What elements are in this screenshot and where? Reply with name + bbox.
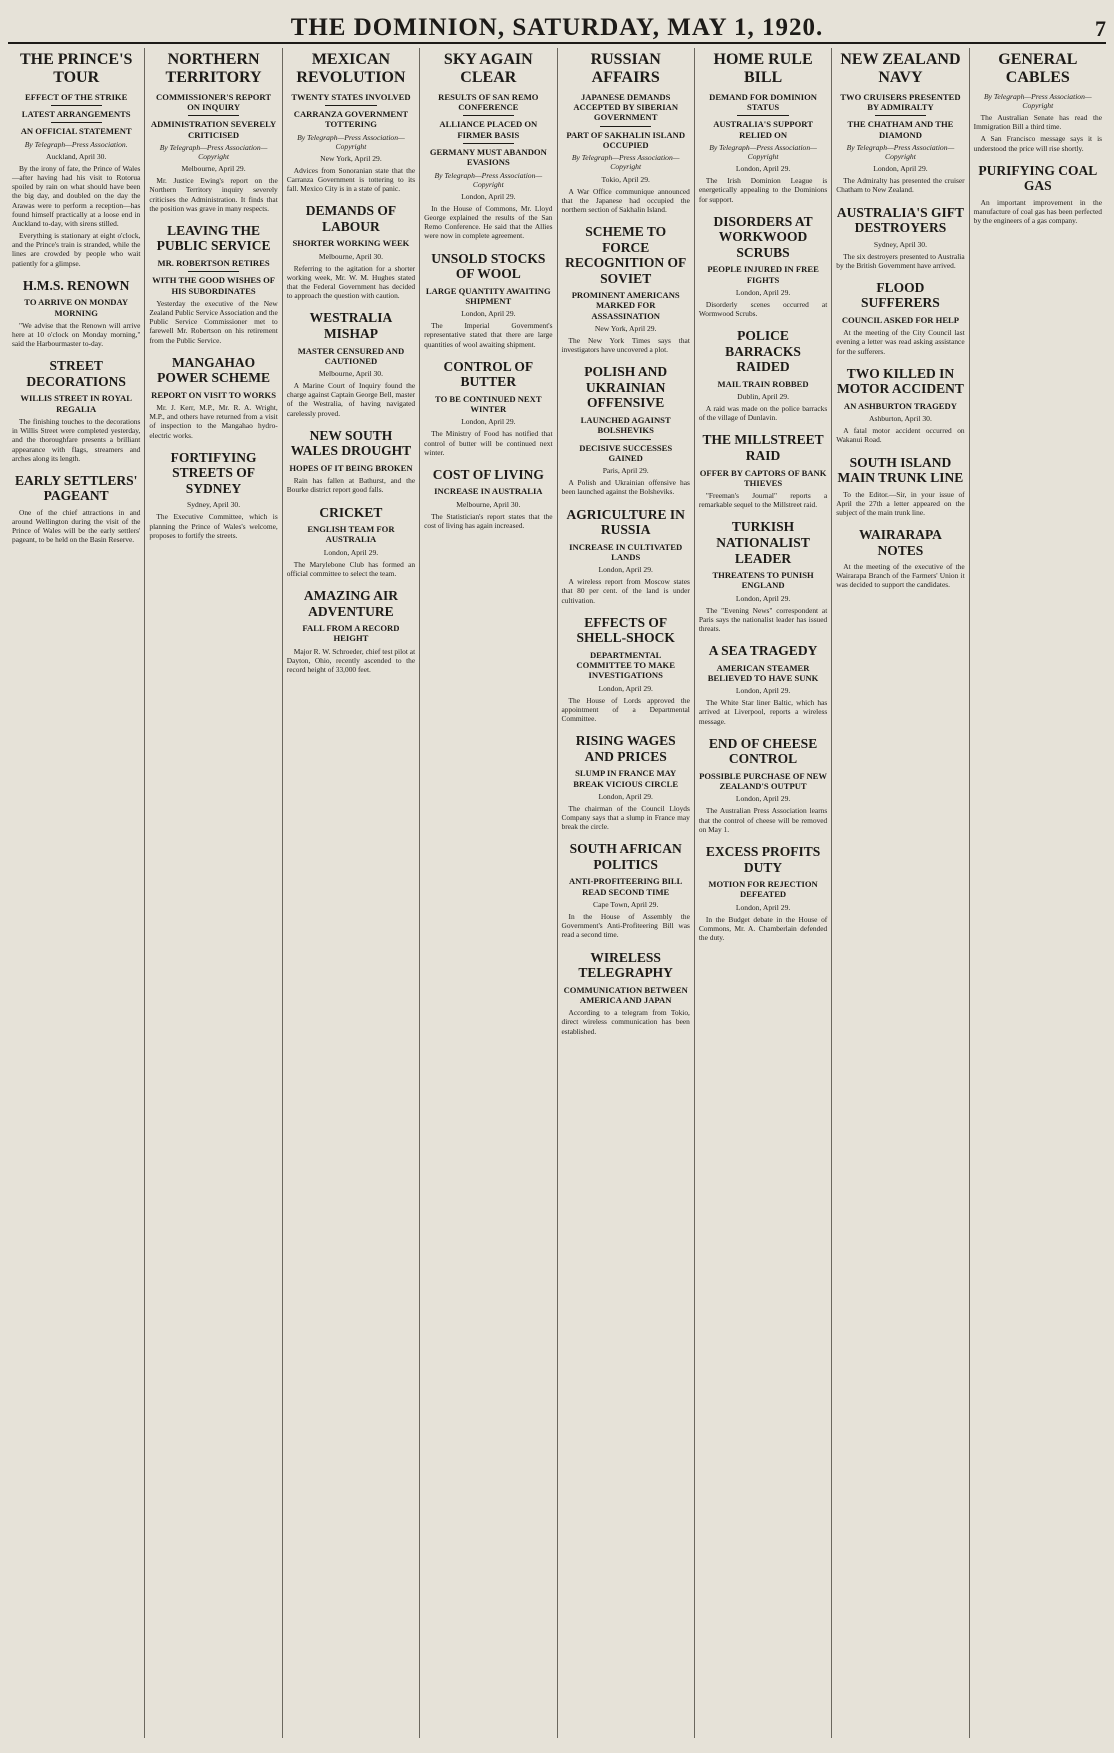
article-paragraph: An important improvement in the manufacture of coal gas has been perfected by the engineers of a gas company.	[973, 197, 1102, 226]
subheadline: THE CHATHAM AND THE DIAMOND	[847, 119, 954, 140]
article	[699, 432, 827, 509]
subheadline: TO BE CONTINUED NEXT WINTER	[435, 393, 542, 415]
article-paragraph: A War Office communique announced that the Japanese had occupied the northern section of Sakhalin Island.	[561, 186, 690, 214]
article-paragraph: Rain has fallen at Bathurst, and the Bourke district report good falls.	[286, 476, 416, 495]
article-paragraph: A Polish and Ukrainian offensive has been launched against the Bolsheviks.	[561, 478, 690, 497]
subheadline: WILLIS STREET IN ROYAL REGALIA	[20, 393, 132, 414]
headline: AMAZING AIR ADVENTURE	[303, 588, 398, 619]
column-1	[8, 48, 145, 1738]
article	[424, 51, 552, 241]
subheadline: SHORTER WORKING WEEK	[292, 238, 410, 249]
article	[562, 51, 690, 214]
article-paragraph: The White Star liner Baltic, which has arrived at Liverpool, reports a wireless message.	[698, 698, 828, 726]
headline: CONTROL OF BUTTER	[443, 358, 534, 390]
article	[149, 223, 277, 345]
headline: WIRELESS TELEGRAPHY	[578, 949, 673, 981]
article-paragraph: Yesterday the executive of the New Zealand Public Service Association and the Public Service Commissioner met to farewell Mr. Robertson on his retirement from the Public Service.	[149, 298, 278, 345]
columns-container	[8, 48, 1106, 1738]
divider	[737, 115, 788, 116]
headline: NEW ZEALAND NAVY	[840, 51, 961, 87]
headline: AUSTRALIA'S GIFT DESTROYERS	[836, 204, 965, 236]
article-paragraph: By the irony of fate, the Prince of Wales—after having had his visit to Rotorua spoiled by rain on what should have been the big day, and doubled on the day the Arawas were to perform a reception—has found himself practically at a loose end in Auckland to-day, with sirens stilled.	[12, 163, 141, 228]
subheadline: COMMUNICATION BETWEEN AMERICA AND JAPAN	[563, 984, 688, 1005]
article	[562, 364, 690, 496]
subheadline: AN OFFICIAL STATEMENT	[20, 126, 132, 137]
subheadline: ANTI-PROFITEERING BILL READ SECOND TIME	[568, 876, 683, 897]
article-paragraph: The finishing touches to the decorations in Willis Street were completed yesterday, and the thoroughfare presents a brilliant appearance with flags, streamers and arches along its length.	[12, 417, 141, 463]
masthead-title: THE DOMINION, SATURDAY, MAY 1, 1920.	[290, 14, 824, 41]
subheadline: CARRANZA GOVERNMENT TOTTERING	[293, 109, 409, 130]
subheadline: MOTION FOR REJECTION DEFEATED	[708, 879, 818, 900]
subheadline: EFFECT OF THE STRIKE	[25, 91, 128, 102]
headline: POLISH AND UKRAINIAN OFFENSIVE	[584, 364, 668, 411]
article	[836, 205, 964, 270]
article	[12, 51, 140, 268]
article	[562, 950, 690, 1036]
byline: By Telegraph—Press Association—Copyright	[709, 143, 817, 162]
headline: TWO KILLED IN MOTOR ACCIDENT	[836, 365, 964, 397]
article-paragraph: The Irish Dominion League is energetically appealing to the Dominions for support.	[698, 176, 828, 204]
article-paragraph: The New York Times says that investigators have uncovered a plot.	[561, 336, 690, 355]
subheadline: SLUMP IN FRANCE MAY BREAK VICIOUS CIRCLE	[573, 768, 679, 789]
dateline: Sydney, April 30.	[873, 239, 927, 249]
article	[699, 736, 827, 834]
article-paragraph: A raid was made on the police barracks of the village of Dunlavin.	[698, 404, 828, 423]
subheadline: ENGLISH TEAM FOR AUSTRALIA	[307, 524, 395, 545]
subheadline: DEPARTMENTAL COMMITTEE TO MAKE INVESTIGATIONS	[576, 649, 675, 681]
subheadline: MASTER CENSURED AND CAUTIONED	[297, 345, 405, 366]
article	[149, 51, 277, 213]
article-paragraph: The six destroyers presented to Australia by the British Government have arrived.	[836, 251, 965, 270]
article	[149, 450, 277, 540]
article	[287, 203, 415, 300]
dateline: London, April 29.	[323, 547, 379, 557]
article-paragraph: "We advise that the Renown will arrive here at 10 o'clock on Monday morning," said the Harbourmaster to-day.	[12, 320, 141, 349]
subheadline: COMMISSIONER'S REPORT ON INQUIRY	[156, 91, 272, 113]
article-paragraph: Mr. J. Kerr, M.P., Mr. R. A. Wright, M.P., and others have returned from a visit of inspection to the Mangahao hydro-electric works.	[149, 403, 278, 440]
subheadline: THREATENS TO PUNISH ENGLAND	[712, 570, 814, 591]
divider	[51, 122, 102, 123]
article	[699, 328, 827, 422]
dateline: London, April 29.	[873, 164, 928, 174]
headline: SOUTH ISLAND MAIN TRUNK LINE	[837, 454, 964, 486]
article-paragraph: Disorderly scenes occurred at Wormwood Scrubs.	[698, 299, 828, 319]
article	[562, 733, 690, 831]
article	[424, 359, 552, 457]
headline: HOME RULE BILL	[713, 51, 813, 87]
dateline: Sydney, April 30.	[187, 500, 241, 510]
byline: By Telegraph—Press Association.	[24, 139, 128, 149]
headline: WAIRARAPA NOTES	[858, 527, 942, 558]
article-paragraph: Advices from Sonoranian state that the Carranza Government is tottering to its fall. Mexico City is in a state of panic.	[286, 165, 416, 194]
headline: GENERAL CABLES	[998, 51, 1078, 87]
divider	[188, 115, 239, 116]
page-number: 7	[1095, 16, 1106, 41]
article-paragraph: The Statistician's report states that the cost of living has again increased.	[424, 511, 553, 530]
dateline: New York, April 29.	[594, 324, 657, 334]
dateline: London, April 29.	[735, 287, 791, 297]
subheadline: ALLIANCE PLACED ON FIRMER BASIS	[439, 119, 538, 140]
dateline: Melbourne, April 30.	[318, 369, 383, 379]
article-paragraph: The "Evening News" correspondent at Paris says the nationalist leader has issued threats.	[698, 605, 828, 633]
dateline: London, April 29.	[735, 686, 791, 696]
subheadline: AMERICAN STEAMER BELIEVED TO HAVE SUNK	[707, 662, 819, 683]
dateline: London, April 29.	[461, 309, 516, 319]
headline: END OF CHEESE CONTROL	[708, 735, 818, 767]
subheadline: WITH THE GOOD WISHES OF HIS SUBORDINATES	[152, 275, 276, 296]
headline: A SEA TRAGEDY	[708, 643, 818, 659]
subheadline: TO ARRIVE ON MONDAY MORNING	[24, 297, 129, 318]
article-paragraph: The Australian Senate has read the Immigration Bill a third time.	[973, 113, 1102, 132]
subheadline: DEMAND FOR DOMINION STATUS	[709, 91, 818, 113]
headline: MEXICAN REVOLUTION	[296, 51, 406, 87]
subheadline: LATEST ARRANGEMENTS	[21, 109, 131, 120]
article	[699, 844, 827, 942]
subheadline: RESULTS OF SAN REMO CONFERENCE	[438, 91, 539, 113]
divider	[463, 115, 514, 116]
article	[149, 355, 277, 440]
dateline: Melbourne, April 30.	[318, 251, 383, 261]
subheadline: COUNCIL ASKED FOR HELP	[841, 315, 960, 325]
headline: FORTIFYING STREETS OF SYDNEY	[170, 449, 257, 496]
subheadline: LAUNCHED AGAINST BOLSHEVIKS	[580, 414, 671, 436]
headline: SOUTH AFRICAN POLITICS	[569, 841, 682, 872]
article	[562, 615, 690, 723]
article-paragraph: One of the chief attractions in and around Wellington during the visit of the Prince of Wales will be the early settlers' pageant, to be held on the Basin Reserve.	[12, 507, 141, 545]
subheadline: AN ASHBURTON TRAGEDY	[843, 400, 957, 411]
dateline: London, April 29.	[598, 565, 653, 575]
article-paragraph: The Admiralty has presented the cruiser Chatham to New Zealand.	[836, 176, 965, 195]
subheadline: OFFER BY CAPTORS OF BANK THIEVES	[699, 467, 827, 488]
divider	[875, 115, 926, 116]
dateline: Melbourne, April 30.	[456, 499, 521, 509]
byline: By Telegraph—Press Association—Copyright	[434, 170, 543, 189]
headline: STREET DECORATIONS	[26, 358, 126, 389]
dateline: Paris, April 29.	[602, 466, 649, 476]
dateline: London, April 29.	[461, 191, 516, 201]
article	[424, 251, 552, 349]
article	[287, 310, 415, 417]
dateline: London, April 29.	[735, 794, 791, 804]
subheadline: HOPES OF IT BEING BROKEN	[289, 462, 413, 473]
divider	[325, 105, 376, 106]
dateline: Ashburton, April 30.	[869, 414, 932, 424]
headline: COST OF LIVING	[432, 466, 544, 482]
headline: DEMANDS OF LABOUR	[305, 203, 397, 234]
headline: LEAVING THE PUBLIC SERVICE	[156, 222, 271, 254]
article	[699, 643, 827, 726]
subheadline: MAIL TRAIN ROBBED	[717, 378, 809, 389]
article-paragraph: A Marine Court of Inquiry found the charge against Captain George Bell, master of the Westralia, of having navigated carelessly proved.	[286, 381, 416, 418]
dateline: Auckland, April 30.	[46, 151, 107, 161]
article-paragraph: Everything is stationary at eight o'clock, and the Prince's train is stranded, while the lines are crowded by people who wait patiently for a glimpse.	[12, 231, 141, 268]
article-paragraph: In the House of Assembly the Government's Anti-Profiteering Bill was read a second time.	[561, 912, 690, 940]
article-paragraph: The Imperial Government's representative stated that there are large quantities of wool awaiting shipment.	[424, 321, 553, 349]
article	[836, 527, 964, 590]
divider	[188, 271, 239, 272]
article-paragraph: A San Francisco message says it is understood the price will rise shortly.	[973, 134, 1102, 153]
headline: PURIFYING COAL GAS	[978, 162, 1098, 194]
headline: SCHEME TO FORCE RECOGNITION OF SOVIET	[565, 224, 687, 286]
dateline: Dublin, April 29.	[737, 392, 790, 402]
headline: MANGAHAO POWER SCHEME	[157, 354, 270, 386]
article	[12, 473, 140, 545]
subheadline: DECISIVE SUCCESSES GAINED	[579, 442, 673, 463]
dateline: London, April 29.	[735, 593, 791, 603]
byline: By Telegraph—Press Association—Copyright	[571, 153, 680, 172]
subheadline: REPORT ON VISIT TO WORKS	[151, 389, 276, 400]
article-paragraph: The House of Lords approved the appointment of a Departmental Committee.	[561, 695, 690, 724]
article	[12, 358, 140, 463]
dateline: Cape Town, April 29.	[593, 900, 659, 910]
article	[974, 51, 1102, 153]
article	[836, 455, 964, 518]
article-paragraph: The Australian Press Association learns that the control of cheese will be removed on May 1.	[698, 806, 828, 834]
article-paragraph: According to a telegram from Tokio, direct wireless communication has been established.	[561, 1008, 690, 1036]
article	[12, 278, 140, 349]
dateline: London, April 29.	[598, 683, 653, 693]
byline: By Telegraph—Press Association—Copyright	[846, 143, 955, 162]
subheadline: JAPANESE DEMANDS ACCEPTED BY SIBERIAN GOVERNMENT	[573, 91, 679, 123]
subheadline: TWENTY STATES INVOLVED	[291, 91, 411, 102]
column-6	[695, 48, 832, 1738]
headline: EFFECTS OF SHELL-SHOCK	[576, 614, 675, 646]
dateline: London, April 29.	[461, 417, 516, 427]
article-paragraph: Referring to the agitation for a shorter working week, Mr. W. M. Hughes stated that the Federal Government has decided to approach the question with caution.	[286, 263, 416, 301]
subheadline: PART OF SAKHALIN ISLAND OCCUPIED	[566, 129, 686, 151]
dateline: London, April 29.	[598, 791, 653, 801]
article	[836, 51, 964, 195]
headline: EXCESS PROFITS DUTY	[705, 844, 821, 875]
headline: FLOOD SUFFERERS	[861, 279, 940, 311]
subheadline: FALL FROM A RECORD HEIGHT	[302, 623, 400, 644]
article-paragraph: At the meeting of the executive of the Wairarapa Branch of the Farmers' Union it was decided to support the candidates.	[836, 562, 965, 590]
article	[562, 841, 690, 939]
dateline: London, April 29.	[735, 902, 791, 912]
article	[699, 51, 827, 204]
subheadline: PROMINENT AMERICANS MARKED FOR ASSASSINATION	[571, 290, 680, 321]
divider	[600, 126, 651, 127]
article-paragraph: A wireless report from Moscow states that 80 per cent. of the land is under cultivation.	[561, 577, 690, 605]
subheadline: TWO CRUISERS PRESENTED BY ADMIRALTY	[840, 91, 961, 113]
article-paragraph: Mr. Justice Ewing's report on the Northern Territory inquiry severely criticises the Administration. It finds that the position was grave in many respects.	[149, 176, 278, 213]
column-4	[420, 48, 557, 1738]
headline: SKY AGAIN CLEAR	[443, 51, 533, 87]
headline: THE MILLSTREET RAID	[702, 432, 824, 463]
article-paragraph: At the meeting of the City Council last evening a letter was read asking assistance for the sufferers.	[836, 328, 965, 356]
headline: DISORDERS AT WORKWOOD SCRUBS	[713, 213, 813, 260]
headline: AGRICULTURE IN RUSSIA	[566, 506, 685, 538]
headline: NEW SOUTH WALES DROUGHT	[290, 427, 412, 459]
column-5	[558, 48, 695, 1738]
article-paragraph: A fatal motor accident occurred on Wakanui Road.	[836, 426, 965, 445]
article	[287, 51, 415, 193]
headline: UNSOLD STOCKS OF WOOL	[431, 250, 546, 282]
article-paragraph: The Ministry of Food has notified that control of butter will be continued next winter.	[424, 429, 553, 457]
article	[974, 163, 1102, 226]
subheadline: MR. ROBERTSON RETIRES	[157, 257, 270, 268]
article-paragraph: Major R. W. Schroeder, chief test pilot at Dayton, Ohio, recently ascended to the record height of 33,000 feet.	[286, 646, 416, 674]
article	[424, 467, 552, 530]
article	[562, 224, 690, 354]
headline: NORTHERN TERRITORY	[165, 51, 262, 87]
divider	[600, 439, 651, 440]
article	[699, 519, 827, 633]
article	[287, 505, 415, 578]
subheadline: INCREASE IN CULTIVATED LANDS	[569, 541, 683, 562]
article-paragraph: The Executive Committee, which is planning the Prince of Wales's welcome, proposes to fortify the streets.	[149, 512, 278, 540]
article	[287, 428, 415, 495]
subheadline: AUSTRALIA'S SUPPORT RELIED ON	[713, 119, 813, 140]
byline: By Telegraph—Press Association—Copyright	[983, 91, 1092, 110]
column-8	[970, 48, 1106, 1738]
article	[836, 366, 964, 445]
headline: WESTRALIA MISHAP	[309, 310, 393, 341]
article-paragraph: The chairman of the Council Lloyds Company says that a slump in France may break the circle.	[561, 803, 690, 832]
column-3	[283, 48, 420, 1738]
subheadline: PEOPLE INJURED IN FREE FIGHTS	[707, 264, 819, 285]
article	[699, 214, 827, 319]
article	[562, 507, 690, 605]
subheadline: INCREASE IN AUSTRALIA	[434, 486, 543, 497]
subheadline: ADMINISTRATION SEVERELY CRITICISED	[150, 119, 277, 140]
article	[836, 280, 964, 356]
headline: POLICE BARRACKS RAIDED	[725, 328, 801, 375]
byline: By Telegraph—Press Association—Copyright	[159, 143, 268, 162]
headline: RISING WAGES AND PRICES	[575, 733, 676, 764]
column-7	[832, 48, 969, 1738]
divider	[463, 143, 514, 144]
article-paragraph: In the House of Commons, Mr. Lloyd George explained the results of the San Remo Conference. He said that the Allies were now in complete agreement.	[424, 203, 553, 241]
article	[287, 588, 415, 674]
dateline: London, April 29.	[735, 164, 791, 174]
headline: EARLY SETTLERS' PAGEANT	[14, 472, 138, 504]
headline: THE PRINCE'S TOUR	[19, 51, 133, 87]
dateline: Tokio, April 29.	[601, 174, 650, 184]
headline: RUSSIAN AFFAIRS	[590, 51, 661, 87]
headline: CRICKET	[319, 504, 383, 520]
article-paragraph: "Freeman's Journal" reports a remarkable sequel to the Millstreet raid.	[698, 491, 828, 510]
subheadline: LARGE QUANTITY AWAITING SHIPMENT	[425, 285, 551, 306]
subheadline: POSSIBLE PURCHASE OF NEW ZEALAND'S OUTPUT	[699, 770, 828, 792]
divider	[51, 105, 102, 106]
byline: By Telegraph—Press Association—Copyright	[297, 132, 405, 151]
article-paragraph: The Marylebone Club has formed an official committee to select the team.	[286, 559, 416, 578]
dateline: Melbourne, April 29.	[181, 164, 246, 174]
masthead	[8, 6, 1106, 44]
headline: H.M.S. RENOWN	[22, 277, 130, 293]
dateline: New York, April 29.	[320, 153, 382, 163]
column-2	[145, 48, 282, 1738]
subheadline: GERMANY MUST ABANDON EVASIONS	[429, 147, 547, 168]
headline: TURKISH NATIONALIST LEADER	[716, 519, 810, 566]
article-paragraph: In the Budget debate in the House of Commons, Mr. A. Chamberlain defended the duty.	[698, 914, 828, 942]
article-paragraph: To the Editor.—Sir, in your issue of April the 27th a letter appeared on the subject of the main trunk line.	[836, 489, 965, 517]
